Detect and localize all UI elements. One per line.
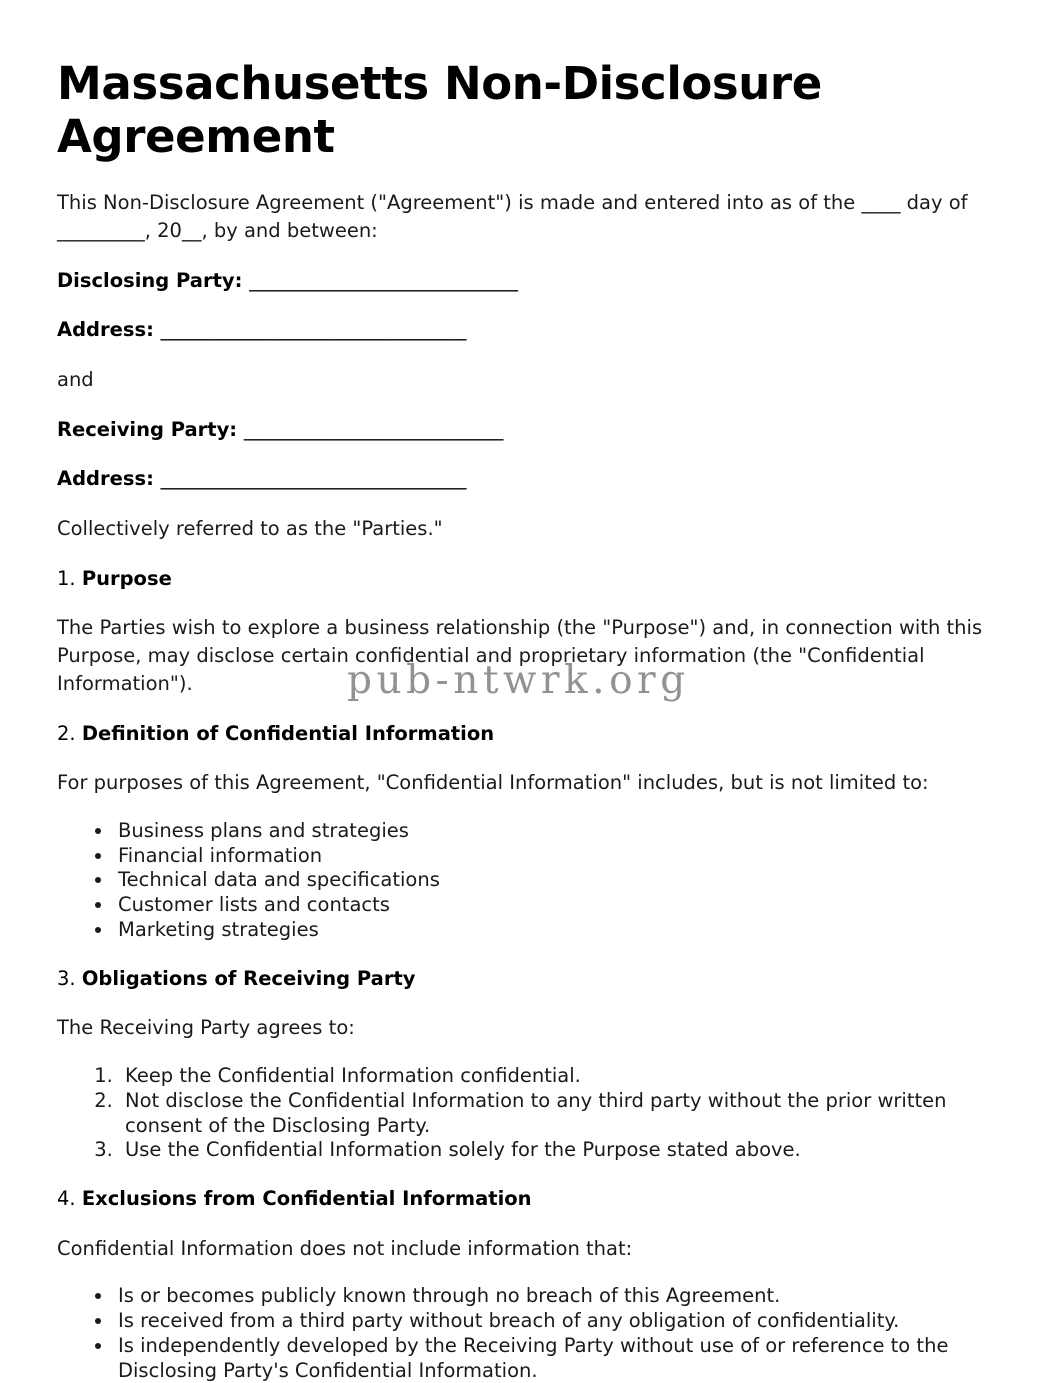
intro-paragraph: This Non-Disclosure Agreement ("Agreement") is made and entered into as of the ____ day of _________, 20__, by and between: — [57, 191, 968, 242]
exclusions-list — [57, 1284, 995, 1383]
collectively-paragraph: Collectively referred to as the "Parties." — [57, 517, 443, 541]
list-item: • Marketing strategies — [114, 918, 995, 943]
section-heading-1 — [57, 565, 995, 593]
receiving-address-field — [57, 465, 995, 493]
section-title-1: Purpose — [81, 566, 172, 590]
receiving-address-label: Address: — [57, 467, 154, 491]
receiving-party-label: Receiving Party: — [57, 417, 238, 441]
obligations-list — [57, 1064, 995, 1163]
receiving-party-field — [57, 416, 995, 444]
confidential-information-list — [57, 819, 995, 943]
section-heading-3 — [57, 965, 995, 993]
section-title-3: Obligations of Receiving Party — [81, 966, 416, 990]
section-title-4: Exclusions from Confidential Information — [81, 1187, 532, 1211]
list-item: 3. Use the Confidential Information solely for the Purpose stated above. — [119, 1138, 995, 1163]
section-body-1: The Parties wish to explore a business relationship (the "Purpose") and, in connection with this Purpose, may disclose certain confidential and proprietary information (the "Confidential Information"). — [57, 616, 983, 695]
section-heading-4 — [57, 1185, 995, 1213]
list-item: • Technical data and specifications — [114, 868, 995, 893]
receiving-party-blank[interactable]: ____________________________ — [243, 417, 503, 441]
list-item: • Business plans and strategies — [114, 819, 995, 844]
list-item: • Is or becomes publicly known through no breach of this Agreement. — [114, 1284, 995, 1309]
disclosing-party-blank[interactable]: _____________________________ — [249, 268, 518, 292]
list-item: • Financial information — [114, 844, 995, 869]
section-heading-2 — [57, 720, 995, 748]
list-item: 2. Not disclose the Confidential Information to any third party without the prior written consent of the Disclosing Party. — [119, 1089, 995, 1139]
disclosing-address-blank[interactable]: _________________________________ — [160, 318, 466, 342]
section-body-2: For purposes of this Agreement, "Confidential Information" includes, but is not limited to: — [57, 771, 929, 795]
list-item: • Customer lists and contacts — [114, 893, 995, 918]
receiving-address-blank[interactable]: _________________________________ — [160, 467, 466, 491]
section-number-2: 2. — [57, 721, 76, 745]
section-body-3: The Receiving Party agrees to: — [57, 1016, 355, 1040]
section-title-2: Definition of Confidential Information — [81, 721, 495, 745]
page-title: Massachusetts Non-Disclosure Agreement — [57, 57, 822, 163]
list-item: • Is independently developed by the Receiving Party without use of or reference to the Disclosing Party's Confidential Information. — [114, 1334, 995, 1383]
section-number-4: 4. — [57, 1187, 76, 1211]
disclosing-address-label: Address: — [57, 318, 154, 342]
list-item: • Is received from a third party without breach of any obligation of confidentiality. — [114, 1309, 995, 1334]
disclosing-address-field — [57, 316, 995, 344]
list-item: 1. Keep the Confidential Information confidential. — [119, 1064, 995, 1089]
disclosing-party-field — [57, 267, 995, 295]
section-number-1: 1. — [57, 566, 76, 590]
and-connector: and — [57, 368, 94, 392]
disclosing-party-label: Disclosing Party: — [57, 268, 243, 292]
section-body-4: Confidential Information does not include information that: — [57, 1236, 633, 1260]
watermark: pub-ntwrk.org — [347, 658, 690, 703]
section-number-3: 3. — [57, 966, 76, 990]
